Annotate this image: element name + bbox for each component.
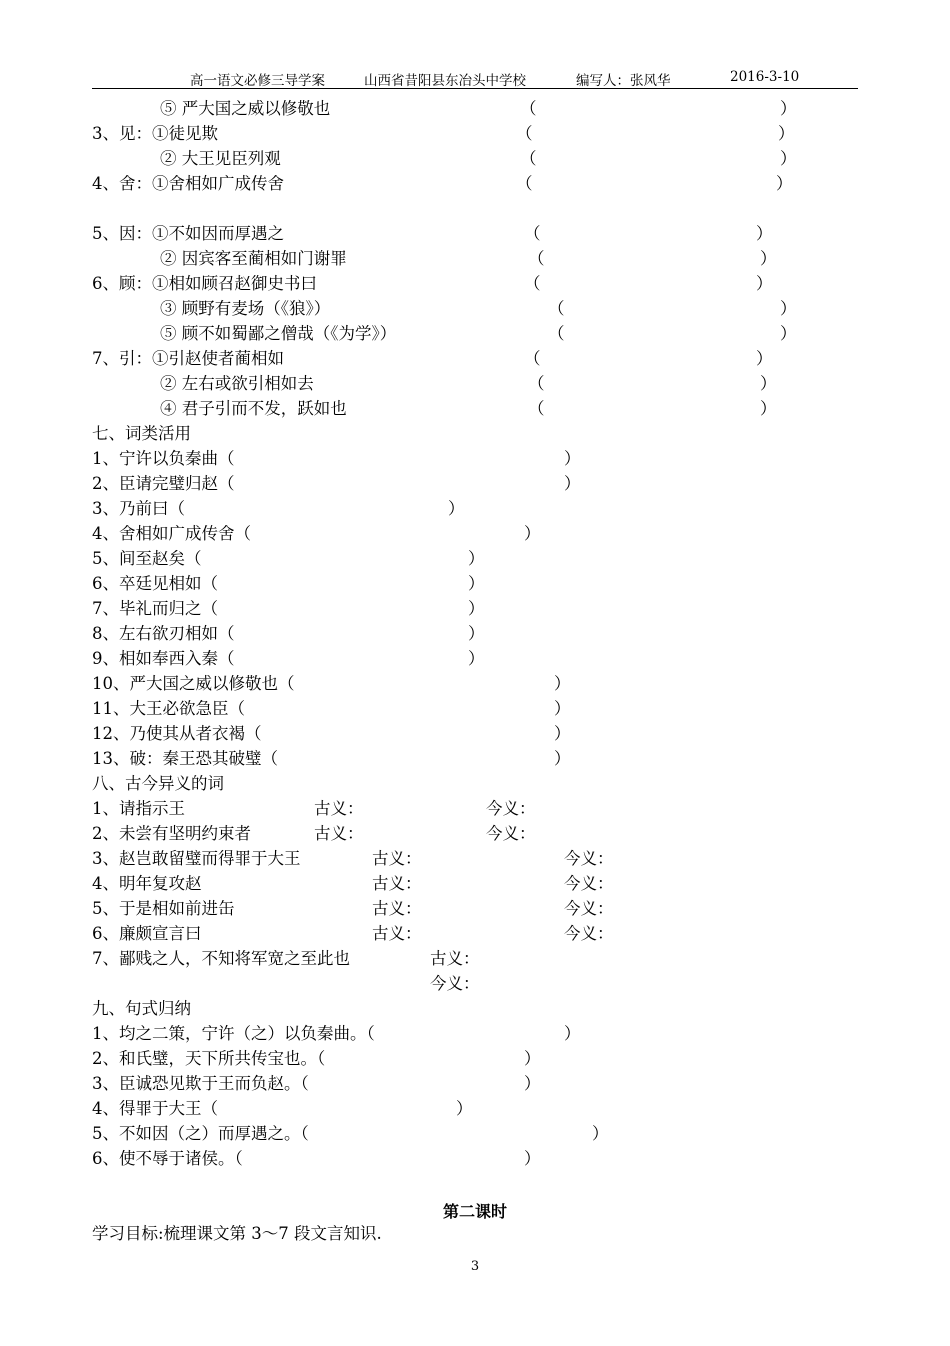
answer-close-paren: ） <box>760 374 777 393</box>
answer-open-paren: （ <box>524 224 541 243</box>
answer-close-paren: ） <box>778 124 795 143</box>
answer-close-paren: ） <box>554 674 571 693</box>
worksheet-line: ⑤ 严大国之威以修敬也 <box>160 99 331 118</box>
answer-close-paren: ） <box>780 149 797 168</box>
answer-open-paren: （ <box>528 374 545 393</box>
answer-open-paren: （ <box>520 149 537 168</box>
answer-close-paren: ） <box>448 499 465 518</box>
worksheet-line: 9、相如奉西入秦（ <box>92 649 235 668</box>
answer-close-paren: ） <box>776 174 793 193</box>
worksheet-line: 4、舍相如广成传舍（ <box>92 524 251 543</box>
worksheet-line: 6、使不辱于诸侯。（ <box>92 1149 243 1168</box>
worksheet-line: ④ 君子引而不发，跃如也 <box>160 399 347 418</box>
answer-close-paren: ） <box>564 1024 581 1043</box>
worksheet-line: 6、顾：①相如顾召赵御史书曰 <box>92 274 317 293</box>
answer-close-paren: ） <box>524 1049 541 1068</box>
worksheet-line: 7、毕礼而归之（ <box>92 599 218 618</box>
worksheet-line: 4、得罪于大王（ <box>92 1099 218 1118</box>
worksheet-line: 8、左右欲刃相如（ <box>92 624 235 643</box>
worksheet-line: 学习目标:梳理课文第 3～7 段文言知识. <box>92 1224 382 1243</box>
worksheet-line: 3、见：①徒见欺 <box>92 124 218 143</box>
worksheet-line: ③ 顾野有麦场（《狼》） <box>160 299 331 318</box>
worksheet-line: 6、廉颇宣言曰 <box>92 924 202 943</box>
worksheet-line: 5、因：①不如因而厚遇之 <box>92 224 284 243</box>
section-title: 第二课时 <box>442 1202 507 1221</box>
header-date: 2016-3-10 <box>730 69 800 85</box>
worksheet-line: ⑤ 顾不如蜀鄙之僧哉（《为学》） <box>160 324 397 343</box>
answer-close-paren: ） <box>780 99 797 118</box>
worksheet-line: 2、未尝有坚明约束者 <box>92 824 251 843</box>
ancient-meaning-label: 古义： <box>372 899 422 918</box>
worksheet-line: 6、卒廷见相如（ <box>92 574 218 593</box>
answer-close-paren: ） <box>524 1074 541 1093</box>
worksheet-line: 5、间至赵矣（ <box>92 549 202 568</box>
answer-close-paren: ） <box>756 274 773 293</box>
page-number: 3 <box>470 1259 480 1274</box>
worksheet-line: 3、臣诚恐见欺于王而负赵。（ <box>92 1074 309 1093</box>
worksheet-line: 10、严大国之威以修敬也（ <box>92 674 295 693</box>
worksheet-line: 11、大王必欲急臣（ <box>92 699 245 718</box>
answer-close-paren: ） <box>564 449 581 468</box>
header-author: 编写人：张风华 <box>576 73 671 89</box>
worksheet-line: 2、臣请完璧归赵（ <box>92 474 235 493</box>
ancient-meaning-label: 古义： <box>372 874 422 893</box>
answer-close-paren: ） <box>564 474 581 493</box>
modern-meaning-label: 今义： <box>564 924 614 943</box>
answer-close-paren: ） <box>554 699 571 718</box>
worksheet-line: 八、古今异义的词 <box>92 774 224 793</box>
answer-close-paren: ） <box>756 224 773 243</box>
header-school: 山西省昔阳县东冶头中学校 <box>364 73 526 89</box>
answer-close-paren: ） <box>760 249 777 268</box>
answer-open-paren: （ <box>528 249 545 268</box>
ancient-meaning-label: 古义： <box>372 924 422 943</box>
answer-close-paren: ） <box>468 599 485 618</box>
worksheet-line: 4、舍：①舍相如广成传舍 <box>92 174 284 193</box>
worksheet-line: 3、赵岂敢留璧而得罪于大王 <box>92 849 301 868</box>
worksheet-line: 七、词类活用 <box>92 424 191 443</box>
header-course: 高一语文必修三导学案 <box>190 73 325 89</box>
worksheet-line: 7、鄙贱之人，不知将军宽之至此也 <box>92 949 350 968</box>
modern-meaning-label: 今义： <box>564 874 614 893</box>
answer-close-paren: ） <box>780 324 797 343</box>
answer-open-paren: （ <box>516 174 533 193</box>
answer-open-paren: （ <box>524 349 541 368</box>
worksheet-line: ② 左右或欲引相如去 <box>160 374 314 393</box>
answer-close-paren: ） <box>524 1149 541 1168</box>
answer-open-paren: （ <box>520 99 537 118</box>
worksheet-line: 7、引：①引赵使者蔺相如 <box>92 349 284 368</box>
answer-close-paren: ） <box>524 524 541 543</box>
modern-meaning-label: 今义： <box>564 849 614 868</box>
answer-close-paren: ） <box>468 549 485 568</box>
worksheet-line: 12、乃使其从者衣褐（ <box>92 724 262 743</box>
worksheet-line: 1、均之二策，宁许（之）以负秦曲。（ <box>92 1024 375 1043</box>
answer-close-paren: ） <box>756 349 773 368</box>
answer-close-paren: ） <box>554 724 571 743</box>
answer-open-paren: （ <box>516 124 533 143</box>
answer-close-paren: ） <box>592 1124 609 1143</box>
answer-open-paren: （ <box>548 299 565 318</box>
modern-meaning-label: 今义： <box>564 899 614 918</box>
answer-close-paren: ） <box>468 574 485 593</box>
worksheet-line: 1、请指示王 <box>92 799 185 818</box>
worksheet-line: 1、宁许以负秦曲（ <box>92 449 235 468</box>
modern-meaning-label: 今义： <box>486 799 536 818</box>
page-header <box>92 68 858 89</box>
answer-close-paren: ） <box>468 649 485 668</box>
worksheet-line: 2、和氏璧，天下所共传宝也。（ <box>92 1049 326 1068</box>
worksheet-line: ② 大王见臣列观 <box>160 149 281 168</box>
answer-close-paren: ） <box>554 749 571 768</box>
worksheet-line: 4、明年复攻赵 <box>92 874 202 893</box>
worksheet-line: 13、破：秦王恐其破璧（ <box>92 749 278 768</box>
answer-close-paren: ） <box>456 1099 473 1118</box>
ancient-meaning-label: 古义： <box>372 849 422 868</box>
worksheet-line: 今义： <box>430 974 480 993</box>
answer-open-paren: （ <box>528 399 545 418</box>
worksheet-line: 5、不如因（之）而厚遇之。（ <box>92 1124 309 1143</box>
worksheet-line: 5、于是相如前进缶 <box>92 899 235 918</box>
ancient-meaning-label: 古义： <box>314 824 364 843</box>
ancient-meaning-label: 古义： <box>430 949 480 968</box>
modern-meaning-label: 今义： <box>486 824 536 843</box>
answer-open-paren: （ <box>548 324 565 343</box>
answer-close-paren: ） <box>468 624 485 643</box>
worksheet-line: 3、乃前曰（ <box>92 499 185 518</box>
worksheet-line: 九、句式归纳 <box>92 999 191 1018</box>
ancient-meaning-label: 古义： <box>314 799 364 818</box>
worksheet-line: ② 因宾客至蔺相如门谢罪 <box>160 249 347 268</box>
answer-open-paren: （ <box>524 274 541 293</box>
answer-close-paren: ） <box>780 299 797 318</box>
answer-close-paren: ） <box>760 399 777 418</box>
